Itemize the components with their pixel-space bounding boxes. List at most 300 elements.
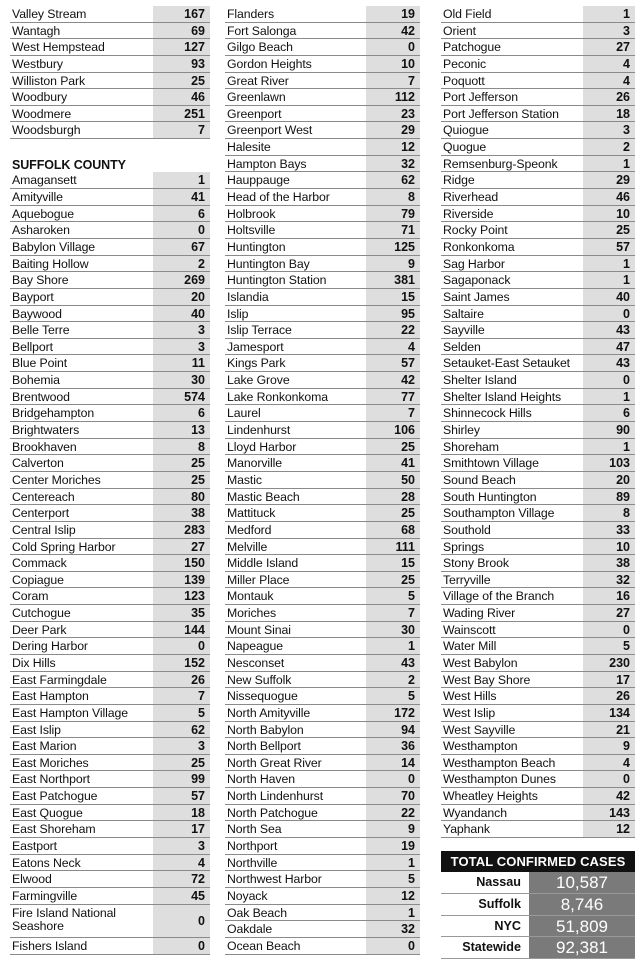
case-count: 95: [366, 306, 420, 322]
town-row: [441, 289, 635, 306]
town-row: [10, 605, 210, 622]
town-name: Jamesport: [227, 339, 284, 354]
case-count: 5: [153, 705, 210, 721]
case-count: 3: [153, 339, 210, 355]
town-name: Baywood: [12, 306, 62, 321]
town-name: Saltaire: [443, 306, 484, 321]
case-count: 1: [366, 905, 420, 921]
case-count: 27: [583, 39, 635, 55]
column-1: [10, 6, 210, 955]
town-name: Halesite: [227, 140, 271, 155]
town-name: Montauk: [227, 589, 274, 604]
town-name: Gilgo Beach: [227, 40, 293, 55]
town-row: [10, 638, 210, 655]
town-row: [10, 439, 210, 456]
town-name: East Patchogue: [12, 789, 98, 804]
case-count: 5: [366, 688, 420, 704]
case-count: 57: [153, 788, 210, 804]
case-count: 167: [153, 6, 210, 22]
town-row: [225, 372, 420, 389]
town-row: [10, 572, 210, 589]
case-count: 35: [153, 605, 210, 621]
town-name: Patchogue: [443, 40, 501, 55]
case-count: 381: [366, 272, 420, 288]
column-2: [225, 6, 420, 955]
town-row: [441, 439, 635, 456]
town-name: Ocean Beach: [227, 938, 301, 953]
town-list: [10, 6, 210, 955]
town-row: [225, 206, 420, 223]
town-row: [441, 688, 635, 705]
town-row: [10, 23, 210, 40]
section-heading-label: SUFFOLK COUNTY: [12, 157, 126, 172]
case-count: 25: [366, 572, 420, 588]
totals-rows: [441, 872, 635, 959]
town-name: Great River: [227, 73, 289, 88]
town-name: Valley Stream: [12, 7, 87, 21]
case-count: 90: [583, 422, 635, 438]
case-count: 8: [583, 505, 635, 521]
case-count: 67: [153, 239, 210, 255]
town-row: [225, 755, 420, 772]
case-count: 0: [366, 771, 420, 787]
town-row: [10, 938, 210, 955]
case-count: 9: [366, 821, 420, 837]
town-row: [441, 771, 635, 788]
town-row: [441, 672, 635, 689]
town-row: [225, 455, 420, 472]
town-name: Deer Park: [12, 622, 67, 637]
town-row: [441, 489, 635, 506]
totals-row: [441, 916, 635, 938]
town-name: Center Moriches: [12, 472, 101, 487]
town-row: [441, 722, 635, 739]
town-row: [441, 805, 635, 822]
town-row: [441, 422, 635, 439]
town-row: [225, 355, 420, 372]
town-name: Blue Point: [12, 356, 68, 371]
town-name: Bayport: [12, 289, 54, 304]
town-name: Huntington Bay: [227, 256, 310, 271]
town-name: Napeague: [227, 639, 283, 654]
town-name: Northwest Harbor: [227, 872, 322, 887]
town-row: [225, 489, 420, 506]
town-row: [441, 389, 635, 406]
town-name: West Hills: [443, 689, 497, 704]
town-name: Brightwaters: [12, 423, 80, 438]
town-name: West Sayville: [443, 722, 516, 737]
town-row: [441, 355, 635, 372]
case-count: 57: [366, 355, 420, 371]
town-row: [441, 23, 635, 40]
town-name: Middle Island: [227, 556, 299, 571]
town-name: Westhampton Dunes: [443, 772, 556, 787]
town-row: [441, 206, 635, 223]
case-count: 62: [153, 722, 210, 738]
totals-row: [441, 872, 635, 894]
town-name: Amagansett: [12, 173, 77, 188]
case-count: 46: [583, 189, 635, 205]
case-count: 125: [366, 239, 420, 255]
town-name: Wantagh: [12, 23, 61, 38]
town-name: West Bay Shore: [443, 672, 531, 687]
town-row: [441, 189, 635, 206]
case-count: 1: [583, 256, 635, 272]
case-count: 1: [583, 439, 635, 455]
case-count: 3: [583, 122, 635, 138]
town-name: Medford: [227, 522, 272, 537]
town-row: [225, 672, 420, 689]
town-row: [10, 222, 210, 239]
case-count: 93: [153, 56, 210, 72]
town-row: [10, 39, 210, 56]
town-row: [441, 588, 635, 605]
town-name: Cold Spring Harbor: [12, 539, 116, 554]
case-count: 22: [366, 322, 420, 338]
town-name: Williston Park: [12, 73, 86, 88]
town-row: [10, 888, 210, 905]
town-name: Amityville: [12, 190, 63, 205]
town-row: [441, 605, 635, 622]
town-row: [441, 405, 635, 422]
case-count: 106: [366, 422, 420, 438]
town-row: [225, 588, 420, 605]
town-row: [441, 239, 635, 256]
case-count: 5: [583, 638, 635, 654]
case-count: 2: [366, 672, 420, 688]
case-count: 25: [366, 505, 420, 521]
town-row: [441, 56, 635, 73]
town-row: [225, 6, 420, 23]
case-count: 18: [583, 106, 635, 122]
town-name: Copiague: [12, 572, 64, 587]
case-count: 8: [153, 439, 210, 455]
town-name: East Moriches: [12, 755, 89, 770]
town-name: East Marion: [12, 739, 77, 754]
case-count: 112: [366, 89, 420, 105]
town-row: [225, 89, 420, 106]
totals-title: TOTAL CONFIRMED CASES: [441, 851, 635, 872]
case-count: 30: [153, 372, 210, 388]
town-row: [10, 805, 210, 822]
town-row: [225, 56, 420, 73]
town-row: [225, 738, 420, 755]
town-name: East Quogue: [12, 805, 83, 820]
case-count: 4: [583, 73, 635, 89]
case-count: 27: [583, 605, 635, 621]
town-name: Shelter Island: [443, 373, 517, 388]
town-name: Old Field: [443, 7, 492, 21]
case-count: 43: [366, 655, 420, 671]
town-row: [10, 672, 210, 689]
town-row: [10, 355, 210, 372]
town-row: [441, 472, 635, 489]
town-row: [10, 738, 210, 755]
town-name: Nesconset: [227, 655, 285, 670]
town-row: [441, 272, 635, 289]
town-row: [225, 422, 420, 439]
case-count: 1: [366, 638, 420, 654]
case-count: 29: [583, 172, 635, 188]
town-row: [10, 688, 210, 705]
town-name: Babylon Village: [12, 239, 96, 254]
town-name: East Islip: [12, 722, 61, 737]
case-count: 40: [583, 289, 635, 305]
case-count: 28: [366, 489, 420, 505]
case-count: 4: [583, 56, 635, 72]
case-count: 27: [153, 539, 210, 555]
case-count: 68: [366, 522, 420, 538]
case-count: 25: [153, 455, 210, 471]
town-name: Hampton Bays: [227, 156, 307, 171]
case-count: 0: [153, 938, 210, 954]
case-count: 2: [583, 139, 635, 155]
town-row: [10, 821, 210, 838]
case-count: 50: [366, 472, 420, 488]
town-name: Shirley: [443, 423, 480, 438]
town-row: [225, 688, 420, 705]
town-row: [225, 722, 420, 739]
town-row: [225, 272, 420, 289]
town-row: [225, 239, 420, 256]
case-count: 17: [153, 821, 210, 837]
town-row: [225, 805, 420, 822]
town-name: East Farmingdale: [12, 672, 107, 687]
case-count: 32: [583, 572, 635, 588]
town-name: Woodbury: [12, 90, 68, 105]
town-row: [10, 306, 210, 323]
town-row: [441, 106, 635, 123]
town-row: [441, 172, 635, 189]
town-row: [225, 472, 420, 489]
town-row: [225, 771, 420, 788]
case-count: 94: [366, 722, 420, 738]
case-count: 71: [366, 222, 420, 238]
town-name: Cutchogue: [12, 606, 71, 621]
town-name: Fort Salonga: [227, 23, 297, 38]
case-count: 18: [153, 805, 210, 821]
town-name: Port Jefferson Station: [443, 106, 559, 121]
case-count: 5: [366, 588, 420, 604]
town-name: East Hampton: [12, 689, 89, 704]
town-row: [225, 921, 420, 938]
case-count: 251: [153, 106, 210, 122]
case-count: 0: [153, 905, 210, 937]
town-row: [225, 189, 420, 206]
town-row: [441, 705, 635, 722]
town-row: [225, 938, 420, 955]
town-name: Lindenhurst: [227, 423, 291, 438]
town-name: North Bellport: [227, 739, 301, 754]
totals-row: [441, 937, 635, 959]
town-row: [10, 489, 210, 506]
town-row: [225, 306, 420, 323]
town-row: [441, 306, 635, 323]
case-count: 7: [366, 605, 420, 621]
town-row: [10, 172, 210, 189]
case-count: 43: [583, 322, 635, 338]
spacer-row: [10, 139, 210, 156]
case-count: 4: [366, 339, 420, 355]
town-row: [225, 289, 420, 306]
case-count: 14: [366, 755, 420, 771]
case-count: 25: [583, 222, 635, 238]
case-count: 1: [583, 389, 635, 405]
town-row: [10, 322, 210, 339]
case-count: 9: [583, 738, 635, 754]
town-name: Islandia: [227, 289, 269, 304]
town-name: Quiogue: [443, 123, 489, 138]
town-row: [441, 122, 635, 139]
case-count: 30: [366, 622, 420, 638]
town-name: North Amityville: [227, 705, 311, 720]
town-row: [225, 23, 420, 40]
town-row: [225, 855, 420, 872]
town-row: [225, 122, 420, 139]
totals-value: 51,809: [529, 916, 635, 937]
case-count: 144: [153, 622, 210, 638]
town-row: [225, 139, 420, 156]
town-row: [225, 39, 420, 56]
town-row: [441, 139, 635, 156]
town-name: Gordon Heights: [227, 56, 312, 71]
case-count: 1: [366, 855, 420, 871]
town-row: [225, 73, 420, 90]
town-name: Head of the Harbor: [227, 190, 330, 205]
case-count: 20: [583, 472, 635, 488]
town-name: Poquott: [443, 73, 485, 88]
case-count: 0: [366, 39, 420, 55]
case-count: 8: [366, 189, 420, 205]
town-row: [10, 905, 210, 938]
town-row: [225, 572, 420, 589]
case-count: 32: [366, 156, 420, 172]
case-count: 0: [583, 372, 635, 388]
town-row: [10, 339, 210, 356]
town-name: East Northport: [12, 772, 90, 787]
totals-value: 8,746: [529, 894, 635, 915]
case-count: 40: [153, 306, 210, 322]
case-count: 42: [583, 788, 635, 804]
town-name: Water Mill: [443, 639, 497, 654]
town-name: Farmingville: [12, 888, 78, 903]
town-name: Westbury: [12, 56, 63, 71]
town-row: [10, 422, 210, 439]
case-count: 29: [366, 122, 420, 138]
town-name: Baiting Hollow: [12, 256, 89, 271]
case-count: 127: [153, 39, 210, 55]
town-row: [10, 106, 210, 123]
town-name: Woodsburgh: [12, 123, 81, 138]
town-name: Shinnecock Hills: [443, 406, 532, 421]
town-row: [441, 622, 635, 639]
town-row: [10, 622, 210, 639]
case-count: 80: [153, 489, 210, 505]
case-count: 19: [366, 6, 420, 22]
town-name: Stony Brook: [443, 556, 509, 571]
town-row: [10, 655, 210, 672]
town-name: Saint James: [443, 289, 510, 304]
town-row: [441, 156, 635, 173]
town-name: Noyack: [227, 888, 268, 903]
town-row: [10, 555, 210, 572]
town-row: [10, 389, 210, 406]
town-row: [225, 622, 420, 639]
case-count: 12: [583, 821, 635, 837]
town-name: Dix Hills: [12, 655, 56, 670]
case-count: 45: [153, 888, 210, 904]
town-row: [441, 322, 635, 339]
case-count: 26: [583, 688, 635, 704]
town-row: [225, 788, 420, 805]
town-name: North Patchogue: [227, 805, 318, 820]
totals-label: Suffolk: [478, 896, 521, 911]
town-name: Bellport: [12, 339, 53, 354]
town-name: Southold: [443, 522, 491, 537]
town-row: [225, 555, 420, 572]
town-name: Aquebogue: [12, 206, 75, 221]
case-count: 269: [153, 272, 210, 288]
town-name: West Hempstead: [12, 40, 105, 55]
town-row: [10, 256, 210, 273]
case-count: 0: [583, 622, 635, 638]
case-count: 38: [583, 555, 635, 571]
town-name: Mastic: [227, 472, 262, 487]
town-row: [10, 206, 210, 223]
case-count: 283: [153, 522, 210, 538]
case-count: 41: [153, 189, 210, 205]
town-name: Northville: [227, 855, 278, 870]
town-row: [441, 572, 635, 589]
case-count: 123: [153, 588, 210, 604]
town-name: Greenport: [227, 106, 282, 121]
totals-box: [441, 851, 635, 959]
town-row: [441, 788, 635, 805]
town-name: East Shoreham: [12, 822, 96, 837]
case-count: 1: [153, 172, 210, 188]
town-name: Central Islip: [12, 522, 76, 537]
town-row: [225, 905, 420, 922]
town-name: Riverhead: [443, 190, 499, 205]
town-name: North Babylon: [227, 722, 304, 737]
case-count: 33: [583, 522, 635, 538]
town-name: Westhampton: [443, 739, 518, 754]
case-count: 103: [583, 455, 635, 471]
case-count: 7: [153, 688, 210, 704]
town-row: [441, 39, 635, 56]
town-name: Lloyd Harbor: [227, 439, 297, 454]
case-count: 7: [366, 73, 420, 89]
case-count: 134: [583, 705, 635, 721]
town-name: Orient: [443, 23, 476, 38]
town-name: Fishers Island: [12, 938, 88, 953]
town-name: Smithtown Village: [443, 456, 539, 471]
town-row: [441, 522, 635, 539]
town-name: Oak Beach: [227, 905, 287, 920]
case-count: 11: [153, 355, 210, 371]
town-name: Huntington: [227, 239, 286, 254]
case-count: 99: [153, 771, 210, 787]
totals-label: NYC: [494, 918, 521, 933]
town-row: [10, 289, 210, 306]
case-count: 89: [583, 489, 635, 505]
case-count: 1: [583, 272, 635, 288]
town-row: [225, 522, 420, 539]
town-row: [10, 405, 210, 422]
case-count: 150: [153, 555, 210, 571]
town-name: Village of the Branch: [443, 589, 555, 604]
town-name: Springs: [443, 539, 484, 554]
